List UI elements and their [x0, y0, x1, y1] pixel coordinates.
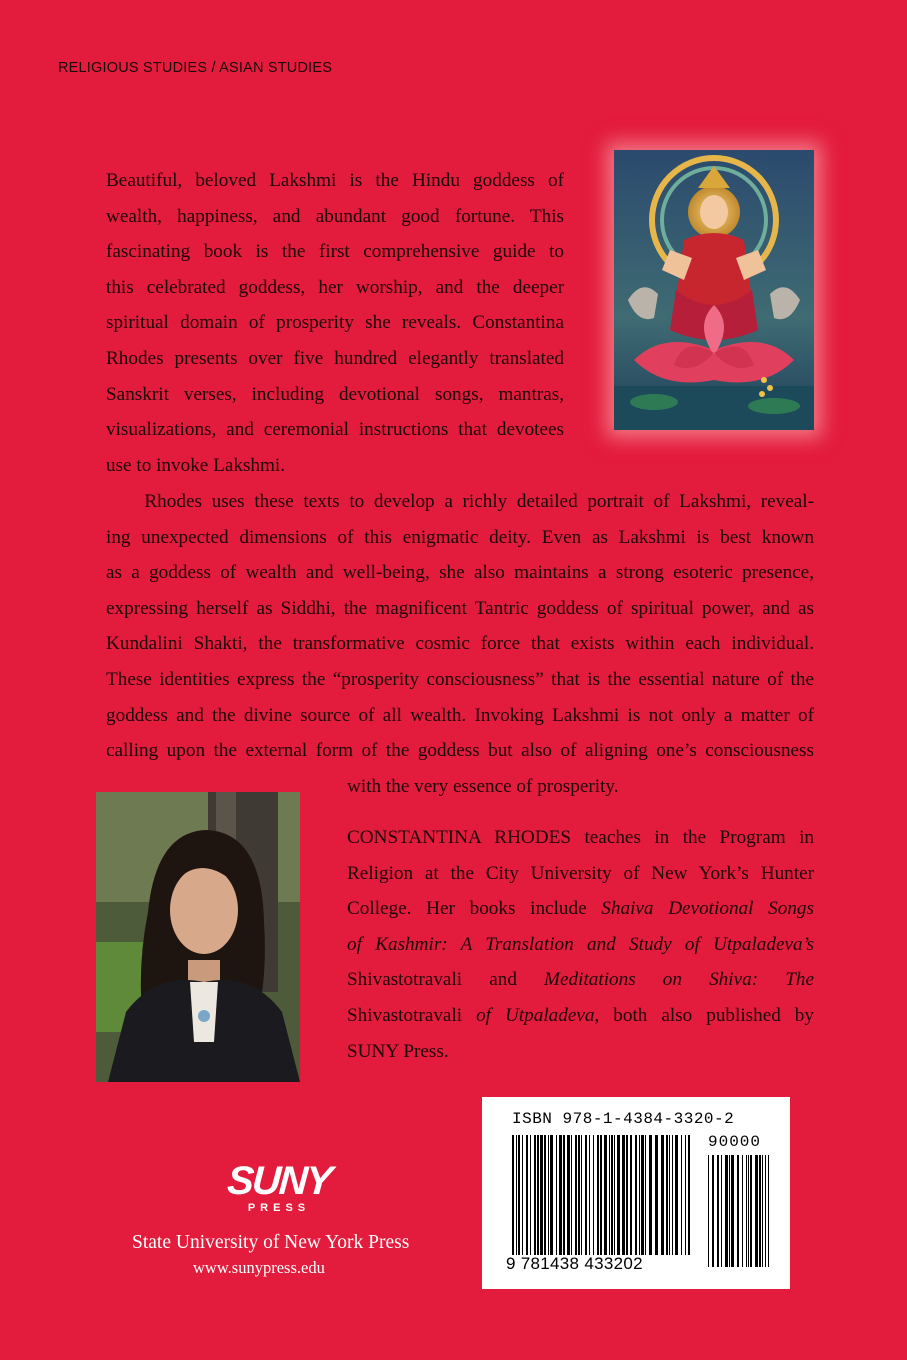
lakshmi-illustration	[614, 150, 814, 430]
text-line	[347, 891, 814, 927]
text-line: fascinating book is the first comprehensive guide to	[106, 241, 564, 263]
text-line: Sanskrit verses, including devotional songs, mantras,	[106, 383, 564, 405]
book-title: Meditations on Shiva: The	[544, 969, 814, 991]
text-line	[347, 927, 814, 963]
description-paragraph-1-end: use to invoke Lakshmi.	[106, 455, 286, 476]
category-label: RELIGIOUS STUDIES / ASIAN STUDIES	[58, 60, 333, 76]
suny-press-logo	[218, 1159, 340, 1218]
description-paragraph-2	[106, 484, 814, 769]
price-code: 90000	[708, 1133, 762, 1151]
text-line: as a goddess of wealth and well-being, she also maintains a strong esoteric presence,	[106, 562, 814, 584]
text-span: College. Her books include	[347, 898, 602, 920]
text-span: Shivastotravali	[347, 969, 463, 991]
author-bio	[347, 820, 814, 1069]
text-line: expressing herself as Siddhi, the magnificent Tantric goddess of spiritual power, and as	[106, 597, 814, 619]
description-paragraph-2-end: with the very essence of prosperity.	[347, 776, 619, 797]
book-title: Shaiva Devotional Songs	[601, 898, 814, 920]
text-line	[347, 998, 814, 1034]
text-span: Shivastotravali	[347, 1004, 463, 1026]
text-line: ing unexpected dimensions of this enigmatic deity. Even as Lakshmi is best known	[106, 526, 814, 548]
publisher-url: www.sunypress.edu	[193, 1258, 325, 1277]
text-line: These identities express the “prosperity consciousness” that is the essential nature of the	[106, 668, 814, 690]
logo-sub: PRESS	[247, 1202, 311, 1214]
text-line: visualizations, and ceremonial instructions that devotees	[106, 419, 564, 441]
book-title: of Utpaladeva	[462, 1004, 595, 1026]
text-span: and	[462, 969, 545, 991]
text-line	[347, 962, 814, 998]
text-line: Kundalini Shakti, the transformative cosmic force that exists within each individual.	[106, 633, 814, 655]
text-line: goddess and the divine source of all wealth. Invoking Lakshmi is not only a matter of	[106, 704, 814, 726]
book-title: of Kashmir: A Translation and Study of Utpaladeva’s	[347, 933, 814, 955]
barcode-digits: 9 781438 433202	[506, 1254, 643, 1273]
author-photo	[96, 792, 300, 1082]
text-line: Beautiful, beloved Lakshmi is the Hindu goddess of	[106, 170, 564, 191]
description-paragraph-1	[106, 163, 564, 448]
text-line: SUNY Press.	[347, 1040, 449, 1062]
text-line: calling upon the external form of the goddess but also of aligning one’s consciousness	[106, 740, 814, 762]
text-line: Rhodes uses these texts to develop a richly detailed portrait of Lakshmi, reveal-	[106, 491, 814, 512]
text-line: spiritual domain of prosperity she reveals. Constantina	[106, 312, 564, 334]
isbn-barcode	[482, 1097, 790, 1289]
text-line: this celebrated goddess, her worship, and the deeper	[106, 276, 564, 298]
logo-main: SUNY	[225, 1159, 333, 1203]
text-span: , both also published by	[594, 1004, 814, 1026]
text-line: Religion at the City University of New York’s Hunter	[347, 862, 814, 884]
text-line: wealth, happiness, and abundant good fortune. This	[106, 205, 564, 227]
text-line: Rhodes presents over five hundred elegantly translated	[106, 347, 564, 369]
text-line: CONSTANTINA RHODES teaches in the Program in	[347, 827, 814, 848]
publisher-name: State University of New York Press	[132, 1232, 410, 1253]
isbn-text: ISBN 978-1-4384-3320-2	[512, 1110, 735, 1128]
